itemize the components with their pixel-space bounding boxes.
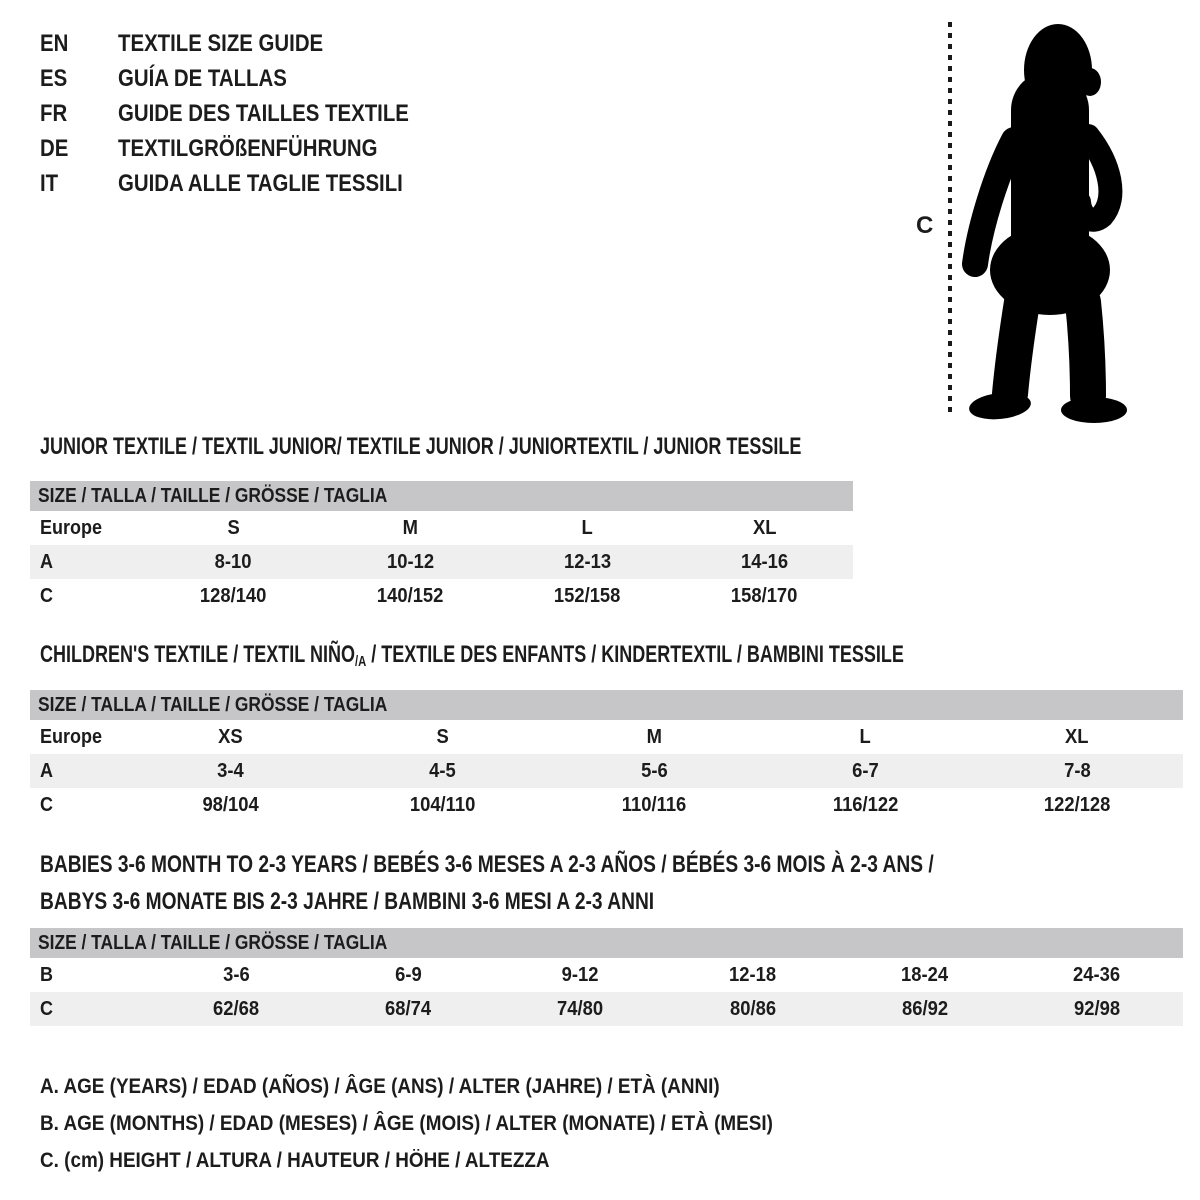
row-label-text: Europe <box>40 725 103 748</box>
size-cell-text: M <box>646 725 662 748</box>
children-section-title <box>40 641 1192 670</box>
language-title-text: TEXTILE SIZE GUIDE <box>118 29 324 57</box>
table-row-height <box>30 579 853 613</box>
size-cell <box>125 760 337 783</box>
table-row-age <box>30 545 853 579</box>
row-label-text: A <box>40 759 54 782</box>
language-title <box>118 135 423 163</box>
size-cell-text: 3-6 <box>222 963 250 986</box>
size-cell <box>337 794 549 817</box>
language-title-text: TEXTILGRÖßENFÜHRUNG <box>118 134 378 162</box>
size-cell <box>971 760 1183 783</box>
size-cell <box>145 585 322 608</box>
size-cell-text: S <box>227 516 240 539</box>
size-cell-text: 9-12 <box>562 963 599 986</box>
size-cell <box>676 585 853 608</box>
size-cell <box>839 998 1011 1021</box>
size-cell-text: 6-7 <box>852 759 879 782</box>
legend-line-c-text: C. (cm) HEIGHT / ALTURA / HAUTEUR / HÖHE / ALTEZZA <box>40 1148 550 1172</box>
size-cell-text: 116/122 <box>832 793 899 816</box>
size-cell-text: 152/158 <box>554 584 621 607</box>
babies-section-title-line1: BABIES 3-6 MONTH TO 2-3 YEARS / BEBÉS 3-6 MESES A 2-3 AÑOS / BÉBÉS 3-6 MOIS À 2-3 ANS / <box>40 851 934 878</box>
size-cell <box>150 998 322 1021</box>
size-cell <box>839 964 1011 987</box>
size-cell <box>499 585 676 608</box>
size-cell-text: 74/80 <box>557 997 604 1020</box>
children-section-title-text <box>40 641 904 670</box>
language-code <box>40 65 118 93</box>
size-cell-text: 7-8 <box>1063 759 1091 782</box>
size-cell <box>760 760 972 783</box>
table-row-europe <box>30 511 853 545</box>
row-label-text: A <box>40 550 54 573</box>
size-header-bar <box>30 928 1183 958</box>
size-cell <box>499 517 676 540</box>
junior-size-table <box>30 481 853 613</box>
size-cell-text: 104/110 <box>409 793 476 816</box>
language-title <box>118 30 359 58</box>
size-cell <box>322 964 494 987</box>
legend-line-a-text: A. AGE (YEARS) / EDAD (AÑOS) / ÂGE (ANS) / ALTER (JAHRE) / ETÀ (ANNI) <box>40 1074 720 1098</box>
size-header-bar <box>30 690 1183 720</box>
size-cell-text: 62/68 <box>213 997 260 1020</box>
height-label <box>916 212 933 240</box>
language-code <box>40 135 118 163</box>
size-cell <box>322 585 499 608</box>
size-cell-text: 24-36 <box>1073 963 1121 986</box>
language-title-text: GUIDE DES TAILLES TEXTILE <box>118 99 409 127</box>
children-title-rest: / TEXTILE DES ENFANTS / KINDERTEXTIL / BAMBINI TESSILE <box>366 641 904 668</box>
size-cell <box>1011 998 1183 1021</box>
size-cell <box>760 726 972 749</box>
language-list <box>40 26 460 201</box>
children-title-sub: /A <box>354 653 367 670</box>
size-cell-text: S <box>436 725 449 748</box>
size-cell-text: 10-12 <box>386 550 435 573</box>
toddler-silhouette-icon <box>900 12 1160 430</box>
size-cell <box>145 517 322 540</box>
babies-size-table <box>30 928 1183 1026</box>
size-cell <box>1011 964 1183 987</box>
table-row-height <box>30 788 1183 822</box>
size-header-bar <box>30 481 853 511</box>
size-cell <box>494 964 666 987</box>
language-title-text: GUIDA ALLE TAGLIE TESSILI <box>118 169 403 197</box>
row-label <box>30 998 150 1021</box>
size-cell-text: 92/98 <box>1073 997 1120 1020</box>
size-cell <box>971 726 1183 749</box>
size-cell-text: XL <box>1065 725 1089 748</box>
language-title <box>118 65 317 93</box>
size-cell <box>548 726 760 749</box>
size-cell-text: 12-13 <box>563 550 612 573</box>
size-cell-text: 18-24 <box>901 963 949 986</box>
language-code-text: IT <box>40 169 59 197</box>
legend-line-b-text: B. AGE (MONTHS) / EDAD (MESES) / ÂGE (MOIS) / ALTER (MONATE) / ETÀ (MESI) <box>40 1111 773 1135</box>
size-cell-text: 122/128 <box>1043 793 1111 816</box>
legend <box>40 1068 854 1179</box>
size-cell-text: 110/116 <box>621 793 687 816</box>
language-code <box>40 100 118 128</box>
language-code <box>40 170 118 198</box>
size-cell <box>548 760 760 783</box>
size-cell-text: M <box>402 516 419 539</box>
size-header-text: SIZE / TALLA / TAILLE / GRÖSSE / TAGLIA <box>38 693 388 716</box>
size-cell-text: 12-18 <box>729 963 777 986</box>
row-label <box>30 726 125 749</box>
size-cell-text: L <box>859 725 872 748</box>
language-row-es <box>40 61 460 96</box>
junior-section-title-text: JUNIOR TEXTILE / TEXTIL JUNIOR/ TEXTILE JUNIOR / JUNIORTEXTIL / JUNIOR TESSILE <box>40 433 802 460</box>
table-row-height <box>30 992 1183 1026</box>
language-code-text: DE <box>40 134 69 162</box>
size-cell <box>676 517 853 540</box>
language-code-text: FR <box>40 99 68 127</box>
row-label-text: C <box>40 997 54 1020</box>
language-code <box>40 30 118 58</box>
size-cell-text: L <box>581 516 594 539</box>
size-figure <box>900 12 1160 430</box>
row-label-text: B <box>40 963 54 986</box>
size-cell <box>125 726 337 749</box>
size-cell <box>337 760 549 783</box>
size-cell-text: 80/86 <box>729 997 776 1020</box>
size-cell <box>337 726 549 749</box>
row-label <box>30 517 145 540</box>
row-label <box>30 964 150 987</box>
table-row-europe <box>30 720 1183 754</box>
size-cell-text: 98/104 <box>202 793 259 816</box>
language-title-text: GUÍA DE TALLAS <box>118 64 287 92</box>
height-label-text: C <box>916 212 934 239</box>
row-label-text: Europe <box>40 516 103 539</box>
size-cell <box>322 517 499 540</box>
size-cell <box>499 551 676 574</box>
legend-line-c <box>40 1142 854 1179</box>
size-cell <box>548 794 760 817</box>
size-cell-text: 86/92 <box>901 997 948 1020</box>
row-label-text: C <box>40 793 54 816</box>
toddler-silhouette-shape <box>968 24 1127 423</box>
size-cell-text: 5-6 <box>640 759 668 782</box>
language-row-de <box>40 131 460 166</box>
size-cell-text: 6-9 <box>394 963 422 986</box>
size-cell <box>676 551 853 574</box>
size-cell-text: XS <box>218 725 244 748</box>
size-cell-text: 3-4 <box>217 759 245 782</box>
size-cell <box>667 964 839 987</box>
size-cell <box>322 998 494 1021</box>
size-cell <box>667 998 839 1021</box>
size-cell-text: 158/170 <box>731 584 798 607</box>
size-cell-text: 140/152 <box>377 584 444 607</box>
size-cell-text: 4-5 <box>429 759 456 782</box>
size-cell-text: 8-10 <box>215 550 252 573</box>
size-cell <box>971 794 1183 817</box>
size-cell <box>145 551 322 574</box>
row-label <box>30 760 125 783</box>
row-label <box>30 794 125 817</box>
legend-line-a <box>40 1068 854 1105</box>
junior-section-title <box>40 433 1055 461</box>
size-cell <box>494 998 666 1021</box>
size-cell <box>760 794 972 817</box>
children-title-main: CHILDREN'S TEXTILE / TEXTIL NIÑO <box>40 641 355 668</box>
size-cell-text: XL <box>752 516 777 539</box>
size-cell <box>125 794 337 817</box>
size-cell <box>150 964 322 987</box>
language-code-text: ES <box>40 64 68 92</box>
legend-line-b <box>40 1105 854 1142</box>
size-cell <box>322 551 499 574</box>
language-row-en <box>40 26 460 61</box>
row-label <box>30 585 145 608</box>
children-size-table <box>30 690 1183 822</box>
row-label-text: C <box>40 584 54 607</box>
language-row-fr <box>40 96 460 131</box>
row-label <box>30 551 145 574</box>
babies-section-title <box>40 846 1157 920</box>
size-header-text: SIZE / TALLA / TAILLE / GRÖSSE / TAGLIA <box>38 484 388 507</box>
language-code-text: EN <box>40 29 69 57</box>
table-row-age <box>30 754 1183 788</box>
size-cell-text: 14-16 <box>740 550 789 573</box>
language-title <box>118 170 453 198</box>
language-row-it <box>40 166 460 201</box>
language-title <box>118 100 460 128</box>
babies-section-title-line2: BABYS 3-6 MONATE BIS 2-3 JAHRE / BAMBINI 3-6 MESI A 2-3 ANNI <box>40 888 655 915</box>
size-header-text: SIZE / TALLA / TAILLE / GRÖSSE / TAGLIA <box>38 931 388 954</box>
size-cell-text: 68/74 <box>385 997 432 1020</box>
table-row-months <box>30 958 1183 992</box>
size-cell-text: 128/140 <box>200 584 267 607</box>
